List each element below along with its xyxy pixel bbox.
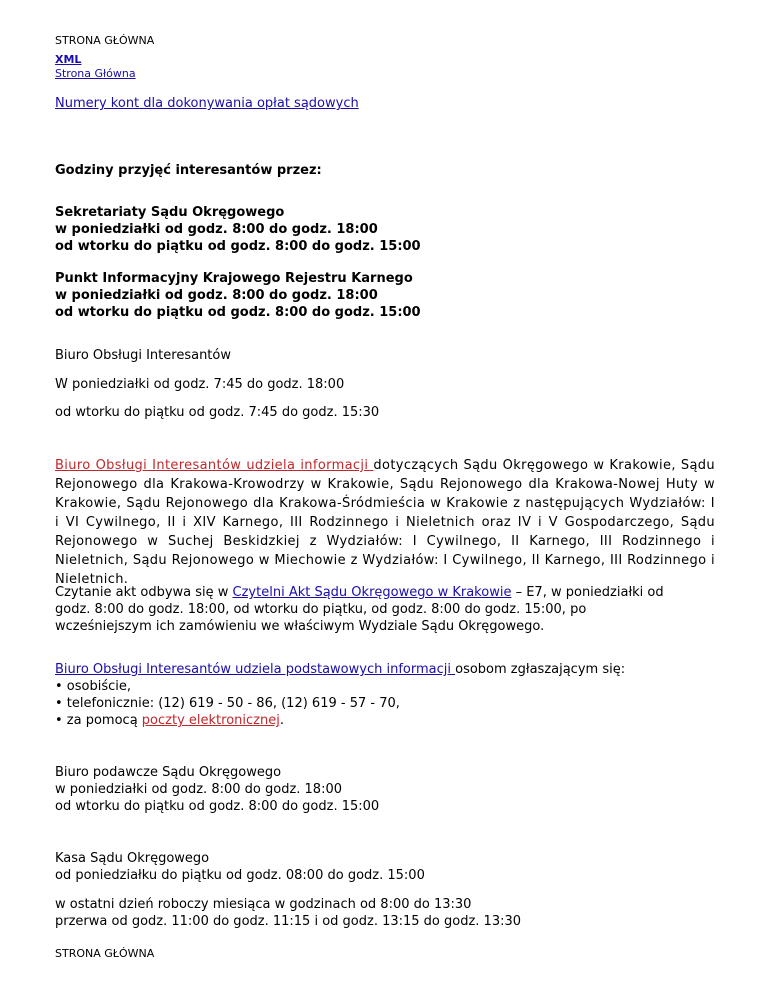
kasa-extra-block [55,896,521,930]
sekretariaty-title: Sekretariaty Sądu Okręgowego [55,205,285,220]
contact-email [55,712,625,729]
basic-info-block [55,661,625,729]
punkt-krk-title: Punkt Informacyjny Krajowego Rejestru Karnego [55,271,413,286]
boi-info-link[interactable]: Biuro Obsługi Interesantów udziela informacji [55,458,374,473]
kasa-hours: od poniedziałku do piątku od godz. 08:00 do godz. 15:00 [55,868,425,883]
basic-info-line [55,661,625,678]
account-numbers-link[interactable]: Numery kont dla dokonywania opłat sądowych [55,96,359,111]
boi-hours-weekdays: od wtorku do piątku od godz. 7:45 do godz. 15:30 [55,405,380,420]
boi-info-paragraph [55,456,715,589]
email-link[interactable]: poczty elektronicznej [141,713,280,728]
breadcrumb-home-link[interactable]: Strona Główna [55,67,136,80]
basic-info-link[interactable]: Biuro Obsługi Interesantów udziela podstawowych informacji [55,662,456,677]
contact-email-prefix: • za pomocą [55,713,142,728]
kasa-block [55,850,425,884]
contact-phone: • telefonicznie: (12) 619 - 50 - 86, (12) 619 - 57 - 70, [55,696,400,711]
sekretariaty-hours-weekdays: od wtorku do piątku od godz. 8:00 do godz. 15:00 [55,239,421,254]
reading-prefix: Czytanie akt odbywa się w [55,585,233,600]
kasa-title: Kasa Sądu Okręgowego [55,851,210,866]
xml-link[interactable]: XML [55,53,82,66]
hours-heading: Godziny przyjęć interesantów przez: [55,163,322,178]
boi-info-text: dotyczących Sądu Okręgowego w Krakowie, Sądu Rejonowego dla Krakowa-Krowodrzy w Krakowie, Sądu Rejonowego dla Krakowa-Nowej Huty w Krakowie, Sądu Rejonowego dla Krakowa-Śródmieścia w Krakowie z następujących Wydziałów: I i VI Cywilnego, II i XIV Karnego, III Rodzinnego i Nieletnich oraz IV i V Gospodarczego, Sądu Rejonowego w Suchej Beskidzkiej z Wydziałów: I Cywilnego, II Karnego, III Rodzinnego i Nieletnich, Sądu Rejonowego w Miechowie z Wydziałów: I Cywilnego, II Karnego, III Rodzinnego i Nieletnich. [55,458,715,587]
podawcze-title: Biuro podawcze Sądu Okręgowego [55,765,282,780]
boi-hours-monday: W poniedziałki od godz. 7:45 do godz. 18:00 [55,377,345,392]
top-home-label: STRONA GŁÓWNA [55,34,155,47]
podawcze-block [55,764,379,815]
reading-suffix: – E7, w poniedziałki od godz. 8:00 do godz. 18:00, od wtorku do piątku, od godz. 8:00 do godz. 15:00, po wcześniejszym ich zamówieniu we właściwym Wydziale Sądu Okręgowego. [55,585,664,634]
contact-in-person: • osobiście, [55,679,132,694]
kasa-last-day-hours: w ostatni dzień roboczy miesiąca w godzinach od 8:00 do 13:30 [55,897,472,912]
bottom-home-label: STRONA GŁÓWNA [55,947,155,960]
punkt-krk-hours-monday: w poniedziałki od godz. 8:00 do godz. 18:00 [55,288,378,303]
sekretariaty-block [55,204,421,255]
reading-paragraph [55,584,675,635]
kasa-break-hours: przerwa od godz. 11:00 do godz. 11:15 i od godz. 13:15 do godz. 13:30 [55,914,522,929]
contact-email-suffix: . [279,713,284,728]
reading-room-link[interactable]: Czytelni Akt Sądu Okręgowego w Krakowie [232,585,512,600]
punkt-krk-block [55,270,421,321]
podawcze-hours-monday: w poniedziałki od godz. 8:00 do godz. 18:00 [55,782,342,797]
podawcze-hours-weekdays: od wtorku do piątku od godz. 8:00 do godz. 15:00 [55,799,380,814]
basic-info-text: osobom zgłaszającym się: [455,662,626,677]
boi-title: Biuro Obsługi Interesantów [55,348,231,363]
sekretariaty-hours-monday: w poniedziałki od godz. 8:00 do godz. 18:00 [55,222,378,237]
punkt-krk-hours-weekdays: od wtorku do piątku od godz. 8:00 do godz. 15:00 [55,305,421,320]
